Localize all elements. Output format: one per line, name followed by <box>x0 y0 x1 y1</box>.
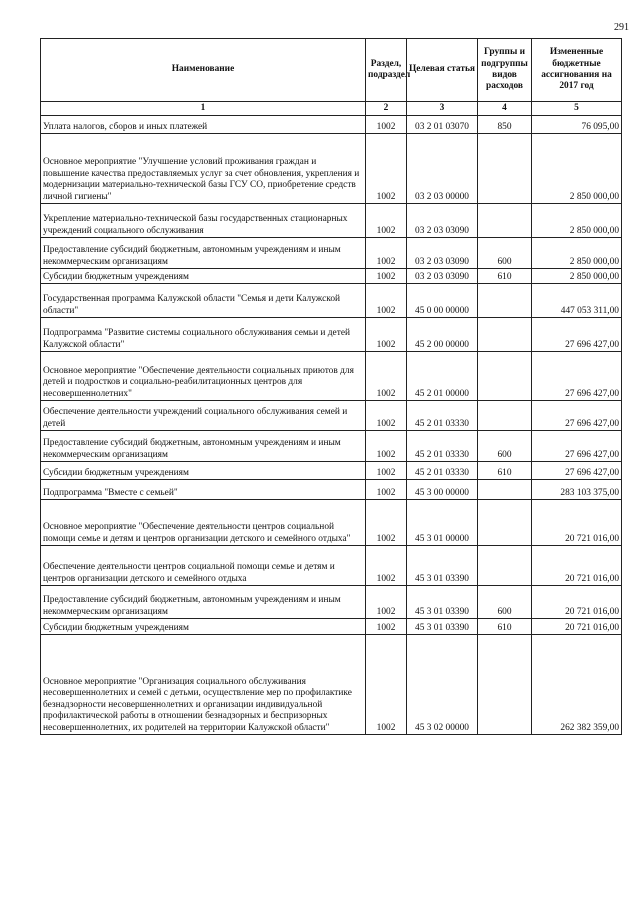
table-body <box>41 116 622 735</box>
row-name: Подпрограмма "Вместе с семьей" <box>41 480 366 500</box>
table-row <box>41 546 622 586</box>
row-target-article: 45 3 01 03390 <box>407 619 478 635</box>
row-expense-group: 610 <box>478 619 532 635</box>
row-section: 1002 <box>366 318 407 352</box>
row-target-article: 45 3 01 03390 <box>407 546 478 586</box>
row-section: 1002 <box>366 586 407 619</box>
row-name: Основное мероприятие "Обеспечение деятельности социальных приютов для детей и подростков и социально-реабилитационных центров для несовершеннолетних" <box>41 352 366 401</box>
row-name: Обеспечение деятельности учреждений социального обслуживания семей и детей <box>41 401 366 431</box>
row-name: Основное мероприятие "Обеспечение деятельности центров социальной помощи семье и детям и центров организации детского и семейного отдыха" <box>41 500 366 546</box>
row-name: Предоставление субсидий бюджетным, автономным учреждениям и иным некоммерческим организациям <box>41 586 366 619</box>
table-row <box>41 238 622 269</box>
table-row <box>41 619 622 635</box>
row-expense-group <box>478 635 532 735</box>
row-name: Обеспечение деятельности центров социальной помощи семье и детям и центров организации детского и семейного отдыха <box>41 546 366 586</box>
row-amount: 27 696 427,00 <box>532 401 622 431</box>
row-name: Основное мероприятие "Организация социального обслуживания несовершеннолетних и семей с детьми, осуществление мер по профилактике безнадзорности несовершеннолетних и организации индивидуальной профилактической работы в отношении безнадзорных и беспризорных несовершеннолетних, их родителей на территории Калужской области" <box>41 635 366 735</box>
row-amount: 2 850 000,00 <box>532 269 622 284</box>
row-amount: 20 721 016,00 <box>532 619 622 635</box>
row-name: Субсидии бюджетным учреждениям <box>41 462 366 480</box>
row-section: 1002 <box>366 462 407 480</box>
row-target-article: 45 2 01 03330 <box>407 462 478 480</box>
row-section: 1002 <box>366 500 407 546</box>
header-group: Группы и подгруппы видов расходов <box>478 39 532 102</box>
row-name: Укрепление материально-технической базы государственных стационарных учреждений социального обслуживания <box>41 204 366 238</box>
row-target-article: 03 2 03 03090 <box>407 269 478 284</box>
row-section: 1002 <box>366 546 407 586</box>
row-section: 1002 <box>366 480 407 500</box>
table-row <box>41 204 622 238</box>
row-amount: 27 696 427,00 <box>532 431 622 462</box>
row-section: 1002 <box>366 352 407 401</box>
row-expense-group: 600 <box>478 238 532 269</box>
table-row <box>41 462 622 480</box>
row-expense-group: 600 <box>478 431 532 462</box>
row-section: 1002 <box>366 619 407 635</box>
row-target-article: 03 2 03 03090 <box>407 204 478 238</box>
row-expense-group <box>478 500 532 546</box>
row-target-article: 45 3 01 00000 <box>407 500 478 546</box>
header-target: Целевая статья <box>407 39 478 102</box>
row-section: 1002 <box>366 635 407 735</box>
row-section: 1002 <box>366 204 407 238</box>
row-name: Субсидии бюджетным учреждениям <box>41 269 366 284</box>
row-amount: 76 095,00 <box>532 116 622 134</box>
row-expense-group: 610 <box>478 269 532 284</box>
row-target-article: 03 2 01 03070 <box>407 116 478 134</box>
row-target-article: 03 2 03 03090 <box>407 238 478 269</box>
row-name: Подпрограмма "Развитие системы социального обслуживания семьи и детей Калужской области" <box>41 318 366 352</box>
row-name: Основное мероприятие "Улучшение условий проживания граждан и повышение качества предоставляемых услуг за счет обновления, укрепления и модернизации материально-технической базы ГСУ СО, приобретение средств личной гигиены" <box>41 134 366 204</box>
table-row <box>41 431 622 462</box>
row-name: Предоставление субсидий бюджетным, автономным учреждениям и иным некоммерческим организациям <box>41 238 366 269</box>
row-target-article: 45 3 01 03390 <box>407 586 478 619</box>
row-expense-group: 850 <box>478 116 532 134</box>
row-expense-group: 600 <box>478 586 532 619</box>
column-number-row <box>41 102 622 116</box>
row-expense-group <box>478 401 532 431</box>
row-amount: 27 696 427,00 <box>532 352 622 401</box>
row-name: Субсидии бюджетным учреждениям <box>41 619 366 635</box>
row-section: 1002 <box>366 269 407 284</box>
row-target-article: 45 3 00 00000 <box>407 480 478 500</box>
header-amount: Измененные бюджетные ассигнования на 2017 год <box>532 39 622 102</box>
table-row <box>41 269 622 284</box>
row-target-article: 45 2 01 03330 <box>407 431 478 462</box>
row-target-article: 45 0 00 00000 <box>407 284 478 318</box>
row-target-article: 45 2 00 00000 <box>407 318 478 352</box>
row-target-article: 03 2 03 00000 <box>407 134 478 204</box>
row-amount: 447 053 311,00 <box>532 284 622 318</box>
row-expense-group <box>478 318 532 352</box>
row-amount: 2 850 000,00 <box>532 238 622 269</box>
column-number: 1 <box>41 102 366 116</box>
row-expense-group <box>478 352 532 401</box>
table-row <box>41 134 622 204</box>
row-name: Уплата налогов, сборов и иных платежей <box>41 116 366 134</box>
row-section: 1002 <box>366 116 407 134</box>
row-amount: 2 850 000,00 <box>532 134 622 204</box>
row-target-article: 45 3 02 00000 <box>407 635 478 735</box>
row-expense-group <box>478 284 532 318</box>
table-row <box>41 352 622 401</box>
row-section: 1002 <box>366 238 407 269</box>
row-section: 1002 <box>366 431 407 462</box>
row-expense-group: 610 <box>478 462 532 480</box>
row-name: Государственная программа Калужской области "Семья и дети Калужской области" <box>41 284 366 318</box>
row-expense-group <box>478 204 532 238</box>
row-section: 1002 <box>366 401 407 431</box>
row-amount: 2 850 000,00 <box>532 204 622 238</box>
row-target-article: 45 2 01 00000 <box>407 352 478 401</box>
header-row <box>41 39 622 102</box>
table-row <box>41 401 622 431</box>
header-name: Наименование <box>41 39 366 102</box>
row-expense-group <box>478 480 532 500</box>
row-expense-group <box>478 134 532 204</box>
column-number: 3 <box>407 102 478 116</box>
row-amount: 20 721 016,00 <box>532 546 622 586</box>
table-row <box>41 318 622 352</box>
row-amount: 27 696 427,00 <box>532 462 622 480</box>
row-target-article: 45 2 01 03330 <box>407 401 478 431</box>
row-expense-group <box>478 546 532 586</box>
row-section: 1002 <box>366 134 407 204</box>
column-number: 5 <box>532 102 622 116</box>
row-amount: 262 382 359,00 <box>532 635 622 735</box>
row-amount: 20 721 016,00 <box>532 500 622 546</box>
row-amount: 27 696 427,00 <box>532 318 622 352</box>
column-number: 2 <box>366 102 407 116</box>
table-row <box>41 500 622 546</box>
budget-table <box>40 38 622 735</box>
page-number: 291 <box>614 22 629 33</box>
table-row <box>41 284 622 318</box>
row-amount: 283 103 375,00 <box>532 480 622 500</box>
row-name: Предоставление субсидий бюджетным, автономным учреждениям и иным некоммерческим организациям <box>41 431 366 462</box>
row-amount: 20 721 016,00 <box>532 586 622 619</box>
row-section: 1002 <box>366 284 407 318</box>
column-number: 4 <box>478 102 532 116</box>
table-row <box>41 480 622 500</box>
table-row <box>41 635 622 735</box>
table-row <box>41 586 622 619</box>
table-row <box>41 116 622 134</box>
header-section: Раздел, подраздел <box>366 39 407 102</box>
